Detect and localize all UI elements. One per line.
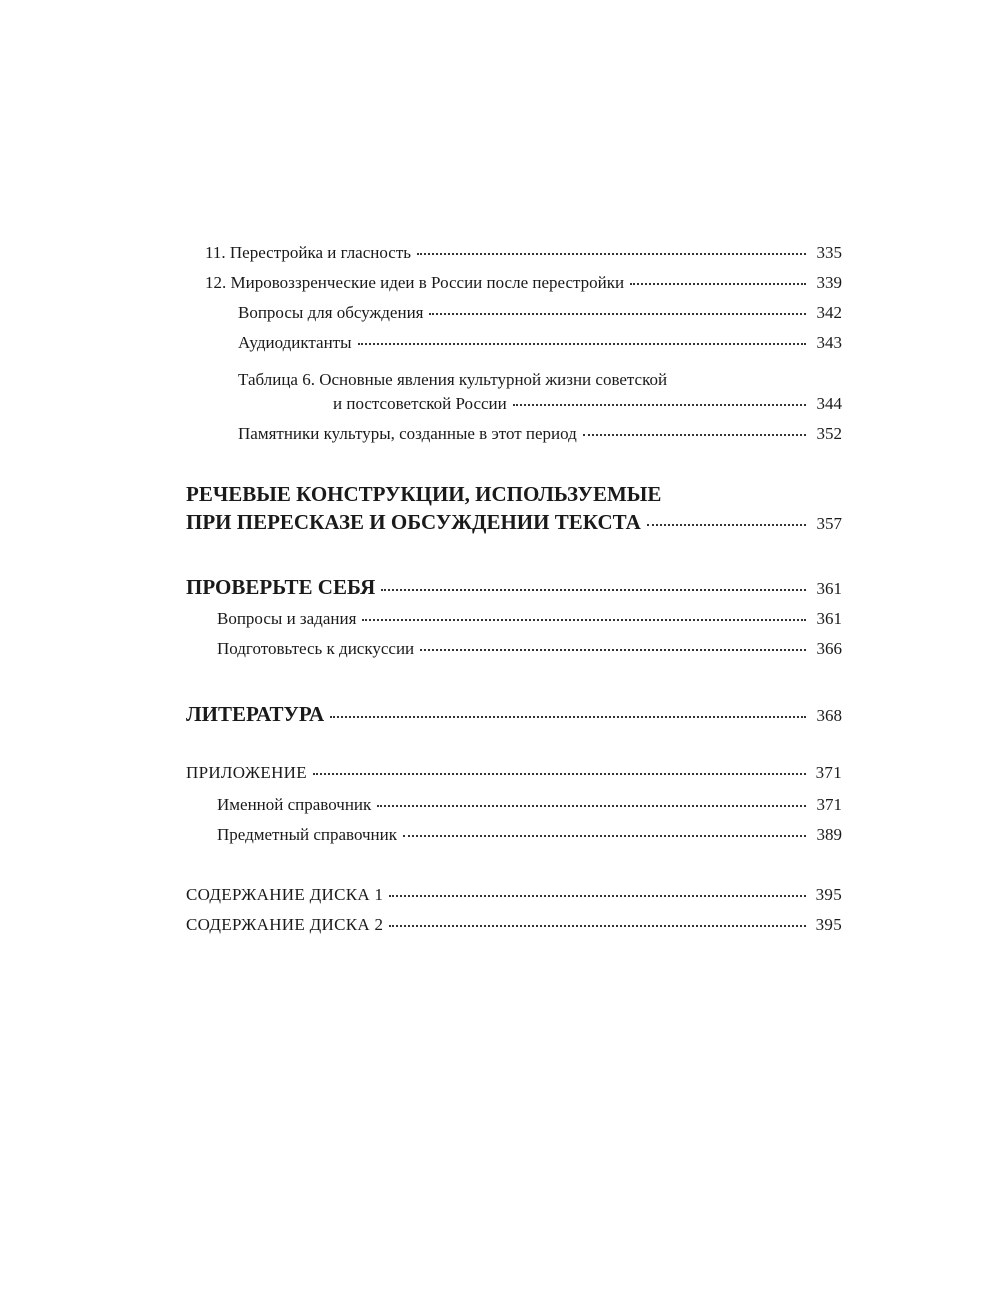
toc-entry-page: 371 — [816, 795, 842, 814]
leader-dots — [583, 434, 806, 436]
toc-entry-questions-tasks[interactable] — [217, 609, 842, 629]
leader-dots — [630, 283, 806, 285]
leader-dots — [647, 524, 806, 526]
toc-entry-page: 343 — [816, 333, 842, 352]
toc-entry-page: 357 — [816, 514, 842, 533]
toc-entry-page: 344 — [816, 394, 842, 413]
toc-entry-audio-dictations[interactable] — [238, 333, 842, 353]
toc-entry-label: Вопросы для обсуждения — [238, 303, 424, 322]
toc-entry-page: 368 — [816, 706, 842, 725]
toc-section-literature[interactable] — [186, 702, 842, 727]
toc-entry-subject-index[interactable] — [217, 825, 842, 845]
toc-entry-label: Аудиодиктанты — [238, 333, 352, 352]
leader-dots — [403, 835, 806, 837]
toc-entry-cultural-monuments[interactable] — [238, 424, 842, 444]
toc-entry-page: 361 — [816, 579, 842, 598]
toc-entry-prepare-discussion[interactable] — [217, 639, 842, 659]
leader-dots — [420, 649, 806, 651]
toc-entry-worldview-ideas[interactable] — [205, 273, 842, 293]
toc-entry-label: ПРИ ПЕРЕСКАЗЕ И ОБСУЖДЕНИИ ТЕКСТА — [186, 510, 641, 534]
leader-dots — [429, 313, 806, 315]
toc-section-check-yourself[interactable] — [186, 575, 842, 600]
toc-entry-label: Подготовьтесь к дискуссии — [217, 639, 415, 658]
leader-dots — [513, 404, 806, 406]
leader-dots — [389, 895, 806, 897]
toc-entry-label: ПРИЛОЖЕНИЕ — [186, 763, 307, 782]
toc-entry-discussion-questions[interactable] — [238, 303, 842, 323]
toc-entry-page: 352 — [816, 424, 842, 443]
toc-section-speech-constructions-line1[interactable]: РЕЧЕВЫЕ КОНСТРУКЦИИ, ИСПОЛЬЗУЕМЫЕ — [186, 482, 662, 506]
toc-entry-perestroika[interactable] — [205, 243, 842, 263]
toc-section-disc1-contents[interactable] — [186, 885, 842, 905]
toc-entry-label: 12. Мировоззренческие идеи в России после перестройки — [205, 273, 625, 292]
toc-entry-name-index[interactable] — [217, 795, 842, 815]
toc-entry-label: СОДЕРЖАНИЕ ДИСКА 2 — [186, 915, 384, 934]
leader-dots — [358, 343, 806, 345]
leader-dots — [377, 805, 806, 807]
toc-section-disc2-contents[interactable] — [186, 915, 842, 935]
toc-entry-label: Именной справочник — [217, 795, 372, 814]
toc-entry-page: 395 — [815, 885, 842, 904]
toc-entry-label: Вопросы и задания — [217, 609, 357, 628]
leader-dots — [330, 716, 806, 718]
toc-entry-page: 371 — [815, 763, 842, 782]
toc-entry-label: ЛИТЕРАТУРА — [186, 702, 325, 726]
toc-entry-page: 361 — [816, 609, 842, 628]
toc-entry-label: 11. Перестройка и гласность — [205, 243, 412, 262]
toc-entry-label: Памятники культуры, созданные в этот период — [238, 424, 577, 443]
toc-entry-page: 342 — [816, 303, 842, 322]
leader-dots — [362, 619, 806, 621]
leader-dots — [389, 925, 806, 927]
toc-entry-table6[interactable] — [333, 394, 842, 414]
toc-entry-page: 339 — [816, 273, 842, 292]
leader-dots — [417, 253, 806, 255]
toc-entry-label: ПРОВЕРЬТЕ СЕБЯ — [186, 575, 376, 599]
toc-entry-page: 395 — [815, 915, 842, 934]
toc-entry-page: 335 — [816, 243, 842, 262]
toc-entry-page: 389 — [816, 825, 842, 844]
toc-entry-label: СОДЕРЖАНИЕ ДИСКА 1 — [186, 885, 384, 904]
toc-entry-table6-line1[interactable]: Таблица 6. Основные явления культурной жизни советской — [238, 370, 668, 389]
toc-section-speech-constructions[interactable] — [186, 510, 842, 535]
leader-dots — [381, 589, 806, 591]
toc-entry-label: и постсоветской России — [333, 394, 507, 413]
toc-entry-page: 366 — [816, 639, 842, 658]
toc-entry-label: Предметный справочник — [217, 825, 398, 844]
leader-dots — [313, 773, 806, 775]
toc-section-appendix[interactable] — [186, 763, 842, 783]
